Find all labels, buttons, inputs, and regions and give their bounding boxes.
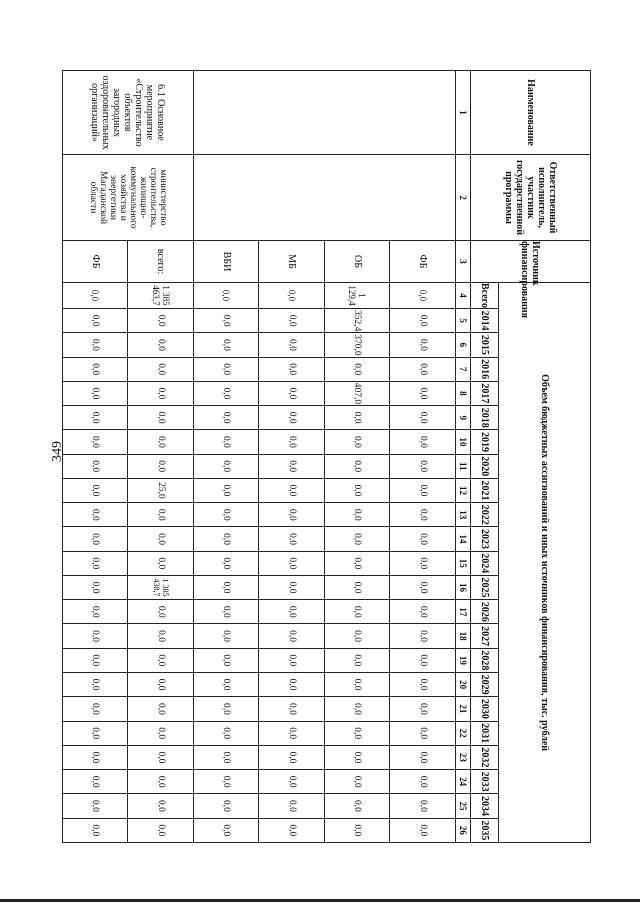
value-cell-2028: 0,0 bbox=[63, 648, 129, 672]
header-year-2027: 2027 bbox=[471, 624, 499, 648]
column-index-7: 7 bbox=[456, 357, 471, 381]
value-cell-2034: 0,0 bbox=[259, 794, 325, 818]
header-year-2029: 2029 bbox=[471, 672, 499, 696]
value-cell-2018: 0,0 bbox=[128, 406, 194, 430]
source-cell: ФБ bbox=[63, 241, 129, 283]
value-cell-2017: 0,0 bbox=[194, 381, 260, 405]
value-cell-2034: 0,0 bbox=[128, 794, 194, 818]
value-cell-2032: 0,0 bbox=[128, 745, 194, 769]
column-index-18: 18 bbox=[456, 624, 471, 648]
column-index-9: 9 bbox=[456, 406, 471, 430]
value-cell-2015: 0,0 bbox=[259, 333, 325, 357]
budget-table bbox=[62, 70, 591, 843]
value-cell-2025: 0,0 bbox=[63, 575, 129, 599]
column-index-26: 26 bbox=[456, 818, 471, 843]
column-index-11: 11 bbox=[456, 454, 471, 478]
value-cell-2034: 0,0 bbox=[63, 794, 129, 818]
value-cell-2016: 0,0 bbox=[128, 357, 194, 381]
header-year-2023: 2023 bbox=[471, 527, 499, 551]
value-cell-2019: 0,0 bbox=[259, 430, 325, 454]
value-cell-2024: 0,0 bbox=[194, 551, 260, 575]
value-cell-2031: 0,0 bbox=[325, 721, 391, 745]
measure-name-cell bbox=[194, 71, 456, 155]
value-cell-2024: 0,0 bbox=[390, 551, 456, 575]
value-cell-2033: 0,0 bbox=[390, 770, 456, 794]
column-index-8: 8 bbox=[456, 381, 471, 405]
total-cell: 0,0 bbox=[259, 283, 325, 309]
page-bottom-rule bbox=[0, 899, 640, 902]
value-cell-2016: 0,0 bbox=[259, 357, 325, 381]
value-cell-2015: 370,0 bbox=[325, 333, 391, 357]
header-year-2026: 2026 bbox=[471, 600, 499, 624]
value-cell-2017: 0,0 bbox=[390, 381, 456, 405]
header-year-2030: 2030 bbox=[471, 697, 499, 721]
value-cell-2024: 0,0 bbox=[128, 551, 194, 575]
header-year-2032: 2032 bbox=[471, 745, 499, 769]
value-cell-2026: 0,0 bbox=[325, 600, 391, 624]
header-year-2014: 2014 bbox=[471, 309, 499, 333]
value-cell-2022: 0,0 bbox=[128, 503, 194, 527]
value-cell-2030: 0,0 bbox=[63, 697, 129, 721]
value-cell-2030: 0,0 bbox=[325, 697, 391, 721]
value-cell-2028: 0,0 bbox=[259, 648, 325, 672]
value-cell-2035: 0,0 bbox=[259, 818, 325, 843]
column-index-21: 21 bbox=[456, 697, 471, 721]
value-cell-2015: 0,0 bbox=[63, 333, 129, 357]
value-cell-2027: 0,0 bbox=[390, 624, 456, 648]
value-cell-2028: 0,0 bbox=[325, 648, 391, 672]
header-year-2017: 2017 bbox=[471, 381, 499, 405]
executor-cell bbox=[194, 155, 456, 241]
value-cell-2016: 0,0 bbox=[194, 357, 260, 381]
value-cell-2018: 0,0 bbox=[259, 406, 325, 430]
column-index-6: 6 bbox=[456, 333, 471, 357]
header-year-2018: 2018 bbox=[471, 406, 499, 430]
value-cell-2026: 0,0 bbox=[259, 600, 325, 624]
column-index-19: 19 bbox=[456, 648, 471, 672]
header-year-2022: 2022 bbox=[471, 503, 499, 527]
header-year-2019: 2019 bbox=[471, 430, 499, 454]
value-cell-2027: 0,0 bbox=[325, 624, 391, 648]
header-year-2024: 2024 bbox=[471, 551, 499, 575]
value-cell-2020: 0,0 bbox=[128, 454, 194, 478]
value-cell-2022: 0,0 bbox=[259, 503, 325, 527]
value-cell-2026: 0,0 bbox=[128, 600, 194, 624]
column-index-20: 20 bbox=[456, 672, 471, 696]
value-cell-2028: 0,0 bbox=[128, 648, 194, 672]
value-cell-2034: 0,0 bbox=[325, 794, 391, 818]
value-cell-2029: 0,0 bbox=[259, 672, 325, 696]
column-index-16: 16 bbox=[456, 575, 471, 599]
value-cell-2033: 0,0 bbox=[63, 770, 129, 794]
value-cell-2030: 0,0 bbox=[128, 697, 194, 721]
value-cell-2019: 0,0 bbox=[325, 430, 391, 454]
header-total: Всего bbox=[471, 283, 499, 309]
value-cell-2020: 0,0 bbox=[325, 454, 391, 478]
header-executor: Ответственный исполнитель, участник государственной программы bbox=[471, 155, 591, 241]
total-cell: 0,0 bbox=[63, 283, 129, 309]
value-cell-2022: 0,0 bbox=[63, 503, 129, 527]
value-cell-2026: 0,0 bbox=[390, 600, 456, 624]
value-cell-2032: 0,0 bbox=[259, 745, 325, 769]
table-row bbox=[390, 71, 456, 843]
source-cell: ВБИ bbox=[194, 241, 260, 283]
value-cell-2029: 0,0 bbox=[325, 672, 391, 696]
page-number: 349 bbox=[50, 441, 65, 462]
value-cell-2034: 0,0 bbox=[194, 794, 260, 818]
value-cell-2023: 0,0 bbox=[259, 527, 325, 551]
column-index-23: 23 bbox=[456, 745, 471, 769]
source-cell: всего: bbox=[128, 241, 194, 283]
executor-cell: министерство строительства, жилищно-коммунального хозяйства и энергетики Магаданской области bbox=[63, 155, 194, 241]
value-cell-2027: 0,0 bbox=[259, 624, 325, 648]
column-index-3: 3 bbox=[456, 241, 471, 283]
column-index-25: 25 bbox=[456, 794, 471, 818]
header-year-2016: 2016 bbox=[471, 357, 499, 381]
value-cell-2021: 0,0 bbox=[390, 478, 456, 502]
value-cell-2025: 0,0 bbox=[325, 575, 391, 599]
source-cell: ФБ bbox=[390, 241, 456, 283]
header-year-2034: 2034 bbox=[471, 794, 499, 818]
value-cell-2021: 25,0 bbox=[128, 478, 194, 502]
value-cell-2020: 0,0 bbox=[63, 454, 129, 478]
value-cell-2034: 0,0 bbox=[390, 794, 456, 818]
value-cell-2028: 0,0 bbox=[194, 648, 260, 672]
header-year-2035: 2035 bbox=[471, 818, 499, 843]
value-cell-2029: 0,0 bbox=[63, 672, 129, 696]
value-cell-2014: 0,0 bbox=[128, 309, 194, 333]
value-cell-2015: 0,0 bbox=[390, 333, 456, 357]
measure-name-cell: 6.1 Основное мероприятие «Строительство объектов загородных оздоровительных организаций» bbox=[63, 71, 194, 155]
value-cell-2026: 0,0 bbox=[194, 600, 260, 624]
value-cell-2035: 0,0 bbox=[194, 818, 260, 843]
value-cell-2030: 0,0 bbox=[390, 697, 456, 721]
value-cell-2014: 0,0 bbox=[390, 309, 456, 333]
value-cell-2018: 0,0 bbox=[325, 406, 391, 430]
column-index-2: 2 bbox=[456, 155, 471, 241]
value-cell-2023: 0,0 bbox=[194, 527, 260, 551]
value-cell-2033: 0,0 bbox=[325, 770, 391, 794]
value-cell-2035: 0,0 bbox=[128, 818, 194, 843]
value-cell-2016: 0,0 bbox=[63, 357, 129, 381]
value-cell-2018: 0,0 bbox=[194, 406, 260, 430]
value-cell-2017: 407,0 bbox=[325, 381, 391, 405]
value-cell-2021: 0,0 bbox=[63, 478, 129, 502]
value-cell-2019: 0,0 bbox=[194, 430, 260, 454]
value-cell-2031: 0,0 bbox=[194, 721, 260, 745]
column-index-22: 22 bbox=[456, 721, 471, 745]
value-cell-2017: 0,0 bbox=[128, 381, 194, 405]
value-cell-2023: 0,0 bbox=[63, 527, 129, 551]
total-cell: 0,0 bbox=[390, 283, 456, 309]
value-cell-2014: 352,4 bbox=[325, 309, 391, 333]
value-cell-2024: 0,0 bbox=[259, 551, 325, 575]
header-year-2028: 2028 bbox=[471, 648, 499, 672]
value-cell-2023: 0,0 bbox=[128, 527, 194, 551]
value-cell-2015: 0,0 bbox=[194, 333, 260, 357]
value-cell-2014: 0,0 bbox=[259, 309, 325, 333]
total-cell: 0,0 bbox=[194, 283, 260, 309]
value-cell-2021: 0,0 bbox=[259, 478, 325, 502]
value-cell-2021: 0,0 bbox=[194, 478, 260, 502]
column-index-12: 12 bbox=[456, 478, 471, 502]
value-cell-2033: 0,0 bbox=[194, 770, 260, 794]
value-cell-2023: 0,0 bbox=[390, 527, 456, 551]
value-cell-2031: 0,0 bbox=[128, 721, 194, 745]
value-cell-2035: 0,0 bbox=[390, 818, 456, 843]
value-cell-2027: 0,0 bbox=[63, 624, 129, 648]
value-cell-2032: 0,0 bbox=[194, 745, 260, 769]
value-cell-2019: 0,0 bbox=[63, 430, 129, 454]
value-cell-2017: 0,0 bbox=[259, 381, 325, 405]
column-index-24: 24 bbox=[456, 770, 471, 794]
value-cell-2025: 0,0 bbox=[390, 575, 456, 599]
value-cell-2028: 0,0 bbox=[390, 648, 456, 672]
value-cell-2022: 0,0 bbox=[325, 503, 391, 527]
value-cell-2029: 0,0 bbox=[390, 672, 456, 696]
column-index-1: 1 bbox=[456, 71, 471, 155]
value-cell-2027: 0,0 bbox=[194, 624, 260, 648]
header-source: Источник финансирования bbox=[471, 241, 591, 283]
value-cell-2021: 0,0 bbox=[325, 478, 391, 502]
value-cell-2030: 0,0 bbox=[259, 697, 325, 721]
column-index-13: 13 bbox=[456, 503, 471, 527]
column-index-10: 10 bbox=[456, 430, 471, 454]
column-index-5: 5 bbox=[456, 309, 471, 333]
value-cell-2022: 0,0 bbox=[390, 503, 456, 527]
value-cell-2018: 0,0 bbox=[63, 406, 129, 430]
value-cell-2032: 0,0 bbox=[325, 745, 391, 769]
value-cell-2025: 0,0 bbox=[194, 575, 260, 599]
value-cell-2032: 0,0 bbox=[63, 745, 129, 769]
table-row bbox=[128, 71, 194, 843]
header-year-2031: 2031 bbox=[471, 721, 499, 745]
value-cell-2016: 0,0 bbox=[390, 357, 456, 381]
total-cell: 1 385 463,7 bbox=[128, 283, 194, 309]
value-cell-2035: 0,0 bbox=[325, 818, 391, 843]
budget-table-container bbox=[62, 70, 591, 840]
value-cell-2026: 0,0 bbox=[63, 600, 129, 624]
value-cell-2014: 0,0 bbox=[194, 309, 260, 333]
value-cell-2025: 0,0 bbox=[259, 575, 325, 599]
value-cell-2031: 0,0 bbox=[63, 721, 129, 745]
value-cell-2029: 0,0 bbox=[128, 672, 194, 696]
source-cell: МБ bbox=[259, 241, 325, 283]
column-index-15: 15 bbox=[456, 551, 471, 575]
value-cell-2019: 0,0 bbox=[128, 430, 194, 454]
header-volume: Объем бюджетных ассигнований и иных источников финансирования, тыс. рублей bbox=[499, 283, 591, 843]
header-year-2020: 2020 bbox=[471, 454, 499, 478]
column-index-4: 4 bbox=[456, 283, 471, 309]
value-cell-2024: 0,0 bbox=[63, 551, 129, 575]
value-cell-2020: 0,0 bbox=[390, 454, 456, 478]
header-year-2015: 2015 bbox=[471, 333, 499, 357]
value-cell-2035: 0,0 bbox=[63, 818, 129, 843]
value-cell-2018: 0,0 bbox=[390, 406, 456, 430]
value-cell-2020: 0,0 bbox=[194, 454, 260, 478]
value-cell-2019: 0,0 bbox=[390, 430, 456, 454]
header-name: Наименование bbox=[471, 71, 591, 155]
value-cell-2014: 0,0 bbox=[63, 309, 129, 333]
value-cell-2020: 0,0 bbox=[259, 454, 325, 478]
header-year-2033: 2033 bbox=[471, 770, 499, 794]
header-year-2021: 2021 bbox=[471, 478, 499, 502]
value-cell-2024: 0,0 bbox=[325, 551, 391, 575]
value-cell-2015: 0,0 bbox=[128, 333, 194, 357]
source-cell: ОБ bbox=[325, 241, 391, 283]
value-cell-2016: 0,0 bbox=[325, 357, 391, 381]
value-cell-2017: 0,0 bbox=[63, 381, 129, 405]
column-index-14: 14 bbox=[456, 527, 471, 551]
value-cell-2030: 0,0 bbox=[194, 697, 260, 721]
value-cell-2033: 0,0 bbox=[128, 770, 194, 794]
value-cell-2033: 0,0 bbox=[259, 770, 325, 794]
value-cell-2031: 0,0 bbox=[390, 721, 456, 745]
total-cell: 1 129,4 bbox=[325, 283, 391, 309]
value-cell-2027: 0,0 bbox=[128, 624, 194, 648]
value-cell-2032: 0,0 bbox=[390, 745, 456, 769]
value-cell-2022: 0,0 bbox=[194, 503, 260, 527]
header-year-2025: 2025 bbox=[471, 575, 499, 599]
value-cell-2029: 0,0 bbox=[194, 672, 260, 696]
value-cell-2031: 0,0 bbox=[259, 721, 325, 745]
value-cell-2023: 0,0 bbox=[325, 527, 391, 551]
column-index-17: 17 bbox=[456, 600, 471, 624]
value-cell-2025: 1 385 438,7 bbox=[128, 575, 194, 599]
